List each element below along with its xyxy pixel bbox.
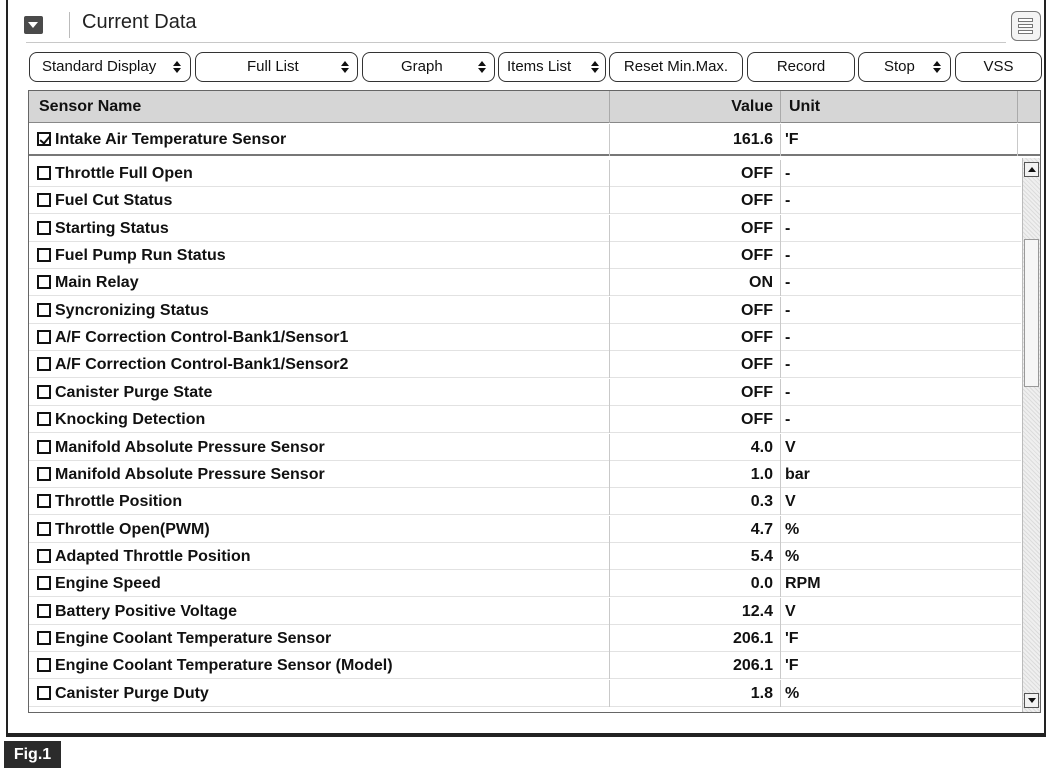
column-divider bbox=[609, 598, 610, 625]
sensor-name-cell bbox=[37, 215, 169, 242]
column-divider bbox=[780, 379, 781, 406]
checkbox-unchecked[interactable] bbox=[37, 385, 51, 399]
column-divider bbox=[780, 406, 781, 433]
checkbox-checked[interactable] bbox=[37, 132, 51, 146]
sensor-unit: V bbox=[785, 493, 796, 511]
column-divider bbox=[780, 516, 781, 543]
sensor-name: Main Relay bbox=[55, 274, 139, 292]
column-divider bbox=[780, 160, 781, 187]
column-divider bbox=[780, 680, 781, 707]
up-down-arrow-icon bbox=[933, 61, 941, 73]
column-divider bbox=[780, 324, 781, 351]
list-menu-icon[interactable] bbox=[1011, 11, 1041, 41]
sensor-name: Manifold Absolute Pressure Sensor bbox=[55, 438, 325, 456]
sensor-value: 4.7 bbox=[750, 520, 773, 538]
sensor-data-grid bbox=[28, 90, 1041, 713]
pinned-sensor-row[interactable] bbox=[29, 124, 1040, 156]
sensor-name-cell bbox=[37, 434, 325, 461]
sensor-value: 161.6 bbox=[732, 131, 773, 148]
column-divider bbox=[780, 625, 781, 652]
sensor-name-cell bbox=[37, 297, 209, 324]
record-button[interactable]: Record bbox=[747, 52, 855, 82]
sensor-name-cell bbox=[37, 269, 139, 296]
table-row[interactable] bbox=[29, 351, 1021, 378]
scroll-up-arrow-icon[interactable] bbox=[1024, 162, 1039, 177]
column-divider bbox=[780, 297, 781, 324]
table-row[interactable] bbox=[29, 598, 1021, 625]
table-row[interactable] bbox=[29, 379, 1021, 406]
title-underline bbox=[26, 42, 1006, 43]
table-row[interactable] bbox=[29, 406, 1021, 433]
checkbox-unchecked[interactable] bbox=[37, 221, 51, 235]
table-row[interactable] bbox=[29, 488, 1021, 515]
sensor-value: 0.0 bbox=[750, 575, 773, 593]
checkbox-unchecked[interactable] bbox=[37, 357, 51, 371]
sensor-unit: - bbox=[785, 192, 791, 210]
checkbox-unchecked[interactable] bbox=[37, 686, 51, 700]
sensor-unit: - bbox=[785, 274, 791, 292]
checkbox-unchecked[interactable] bbox=[37, 631, 51, 645]
sensor-name-cell bbox=[37, 598, 237, 625]
column-divider bbox=[780, 461, 781, 488]
sensor-value: 12.4 bbox=[741, 602, 773, 620]
sensor-unit: - bbox=[785, 329, 791, 347]
vss-button[interactable]: VSS bbox=[955, 52, 1042, 82]
sensor-name-cell bbox=[37, 680, 209, 707]
sensor-name: A/F Correction Control-Bank1/Sensor2 bbox=[55, 356, 349, 374]
sensor-unit: - bbox=[785, 356, 791, 374]
sensor-name: Intake Air Temperature Sensor bbox=[55, 131, 287, 148]
up-down-arrow-icon bbox=[478, 61, 486, 73]
table-row[interactable] bbox=[29, 434, 1021, 461]
column-divider bbox=[609, 324, 610, 351]
sensor-value: 206.1 bbox=[732, 629, 773, 647]
column-divider bbox=[780, 543, 781, 570]
checkbox-unchecked[interactable] bbox=[37, 549, 51, 563]
sensor-name: Starting Status bbox=[55, 219, 169, 237]
reset-minmax-button[interactable]: Reset Min.Max. bbox=[609, 52, 743, 82]
column-divider bbox=[609, 434, 610, 461]
title-divider bbox=[69, 12, 70, 38]
sensor-name: Battery Positive Voltage bbox=[55, 602, 237, 620]
table-row[interactable] bbox=[29, 324, 1021, 351]
sensor-name: Fuel Pump Run Status bbox=[55, 247, 226, 265]
column-divider bbox=[609, 351, 610, 378]
sensor-name-cell bbox=[37, 406, 205, 433]
items-list-dropdown[interactable] bbox=[498, 52, 606, 82]
column-divider bbox=[780, 652, 781, 679]
sensor-unit: 'F bbox=[785, 657, 799, 675]
checkbox-unchecked[interactable] bbox=[37, 467, 51, 481]
checkbox-unchecked[interactable] bbox=[37, 193, 51, 207]
sensor-value: OFF bbox=[741, 247, 773, 265]
sensor-unit: - bbox=[785, 165, 791, 182]
sensor-name-cell bbox=[37, 625, 331, 652]
vertical-scrollbar[interactable] bbox=[1022, 158, 1040, 712]
standard-display-label: Standard Display bbox=[42, 58, 157, 75]
sensor-unit: 'F bbox=[785, 131, 799, 148]
table-row[interactable] bbox=[29, 516, 1021, 543]
header-unit[interactable]: Unit bbox=[789, 98, 821, 115]
column-divider bbox=[609, 297, 610, 324]
sensor-name-cell bbox=[37, 516, 210, 543]
table-row[interactable] bbox=[29, 652, 1021, 679]
column-divider bbox=[609, 242, 610, 269]
sensor-name: Syncronizing Status bbox=[55, 301, 209, 319]
column-divider bbox=[780, 242, 781, 269]
column-divider bbox=[609, 215, 610, 242]
column-divider[interactable] bbox=[1017, 91, 1018, 123]
sensor-name: Fuel Cut Status bbox=[55, 192, 173, 210]
sensor-name: Engine Coolant Temperature Sensor (Model) bbox=[55, 657, 393, 675]
checkbox-unchecked[interactable] bbox=[37, 412, 51, 426]
sensor-value: OFF bbox=[741, 329, 773, 347]
column-divider bbox=[609, 461, 610, 488]
sensor-value: OFF bbox=[741, 219, 773, 237]
collapse-down-icon[interactable] bbox=[24, 16, 43, 34]
table-row[interactable] bbox=[29, 297, 1021, 324]
sensor-name: Canister Purge Duty bbox=[55, 684, 209, 702]
stop-label: Stop bbox=[884, 58, 915, 75]
column-divider bbox=[609, 543, 610, 570]
column-divider bbox=[780, 187, 781, 214]
standard-display-dropdown[interactable] bbox=[29, 52, 191, 82]
sensor-name: Knocking Detection bbox=[55, 411, 206, 429]
column-divider bbox=[609, 652, 610, 679]
table-row[interactable] bbox=[29, 187, 1021, 214]
checkbox-unchecked[interactable] bbox=[37, 604, 51, 618]
graph-label: Graph bbox=[401, 58, 443, 75]
graph-dropdown[interactable] bbox=[362, 52, 495, 82]
sensor-value: OFF bbox=[741, 192, 773, 210]
sensor-name: Throttle Position bbox=[55, 493, 183, 511]
sensor-unit: % bbox=[785, 547, 800, 565]
sensor-unit: - bbox=[785, 383, 791, 401]
checkbox-unchecked[interactable] bbox=[37, 658, 51, 672]
sensor-value: 0.3 bbox=[750, 493, 773, 511]
checkbox-unchecked[interactable] bbox=[37, 166, 51, 180]
sensor-name-cell bbox=[37, 488, 182, 515]
sensor-unit: % bbox=[785, 684, 800, 702]
sensor-unit: bar bbox=[785, 465, 810, 483]
column-divider bbox=[609, 124, 610, 156]
column-divider bbox=[609, 488, 610, 515]
sensor-name: Engine Speed bbox=[55, 575, 161, 593]
column-divider bbox=[1017, 124, 1018, 156]
column-divider bbox=[609, 160, 610, 187]
checkbox-unchecked[interactable] bbox=[37, 576, 51, 590]
column-divider bbox=[609, 625, 610, 652]
column-divider bbox=[780, 124, 781, 156]
column-divider bbox=[780, 488, 781, 515]
column-divider bbox=[780, 570, 781, 597]
table-row[interactable] bbox=[29, 269, 1021, 296]
header-sensor-name[interactable]: Sensor Name bbox=[39, 98, 142, 115]
sensor-value: OFF bbox=[741, 383, 773, 401]
column-divider bbox=[609, 379, 610, 406]
sensor-name-cell bbox=[37, 351, 348, 378]
stop-dropdown[interactable] bbox=[858, 52, 951, 82]
sensor-name-cell bbox=[37, 324, 348, 351]
sensor-unit: - bbox=[785, 247, 791, 265]
panel-title: Current Data bbox=[82, 11, 197, 33]
pinned-sensor-name-cell bbox=[37, 124, 286, 156]
sensor-value: OFF bbox=[741, 356, 773, 374]
checkbox-unchecked[interactable] bbox=[37, 440, 51, 454]
sensor-value: 1.8 bbox=[750, 684, 773, 702]
table-row[interactable] bbox=[29, 215, 1021, 242]
scroll-thumb[interactable] bbox=[1024, 239, 1039, 387]
sensor-name-cell bbox=[37, 160, 193, 187]
column-divider bbox=[780, 269, 781, 296]
sensor-value: 1.0 bbox=[750, 465, 773, 483]
checkbox-unchecked[interactable] bbox=[37, 330, 51, 344]
header-value[interactable]: Value bbox=[731, 98, 773, 115]
table-row[interactable] bbox=[29, 625, 1021, 652]
figure-label: Fig.1 bbox=[4, 741, 61, 768]
full-list-dropdown[interactable] bbox=[195, 52, 358, 82]
up-down-arrow-icon bbox=[591, 61, 599, 73]
column-divider bbox=[609, 187, 610, 214]
full-list-label: Full List bbox=[247, 58, 299, 75]
sensor-value: OFF bbox=[741, 301, 773, 319]
sensor-unit: % bbox=[785, 520, 800, 538]
table-row[interactable] bbox=[29, 543, 1021, 570]
checkbox-unchecked[interactable] bbox=[37, 494, 51, 508]
sensor-value: 206.1 bbox=[732, 657, 773, 675]
column-divider bbox=[609, 406, 610, 433]
items-list-label: Items List bbox=[507, 58, 572, 75]
scroll-down-arrow-icon[interactable] bbox=[1024, 693, 1039, 708]
table-row[interactable] bbox=[29, 242, 1021, 269]
sensor-name: Throttle Open(PWM) bbox=[55, 520, 210, 538]
column-divider bbox=[609, 269, 610, 296]
sensor-value: OFF bbox=[741, 411, 773, 429]
column-divider bbox=[609, 570, 610, 597]
sensor-name-cell bbox=[37, 379, 212, 406]
sensor-name: A/F Correction Control-Bank1/Sensor1 bbox=[55, 329, 349, 347]
table-row[interactable] bbox=[29, 680, 1021, 707]
checkbox-unchecked[interactable] bbox=[37, 522, 51, 536]
grid-header bbox=[29, 91, 1040, 123]
checkbox-unchecked[interactable] bbox=[37, 248, 51, 262]
column-divider[interactable] bbox=[780, 91, 781, 123]
table-row[interactable] bbox=[29, 160, 1021, 187]
sensor-value: 4.0 bbox=[750, 438, 773, 456]
up-down-arrow-icon bbox=[173, 61, 181, 73]
sensor-value: 5.4 bbox=[750, 547, 773, 565]
column-divider bbox=[780, 351, 781, 378]
table-row[interactable] bbox=[29, 461, 1021, 488]
sensor-unit: V bbox=[785, 602, 796, 620]
sensor-unit: V bbox=[785, 438, 796, 456]
sensor-name-cell bbox=[37, 570, 161, 597]
sensor-name-cell bbox=[37, 543, 251, 570]
sensor-name: Adapted Throttle Position bbox=[55, 547, 251, 565]
sensor-unit: 'F bbox=[785, 629, 799, 647]
sensor-name: Manifold Absolute Pressure Sensor bbox=[55, 465, 325, 483]
sensor-unit: - bbox=[785, 219, 791, 237]
sensor-unit: - bbox=[785, 301, 791, 319]
checkbox-unchecked[interactable] bbox=[37, 303, 51, 317]
column-divider bbox=[609, 680, 610, 707]
sensor-name: Throttle Full Open bbox=[55, 165, 193, 182]
column-divider bbox=[780, 215, 781, 242]
sensor-name-cell bbox=[37, 652, 393, 679]
sensor-name-cell bbox=[37, 187, 172, 214]
sensor-name-cell bbox=[37, 242, 226, 269]
column-divider bbox=[780, 434, 781, 461]
sensor-name-cell bbox=[37, 461, 325, 488]
column-divider bbox=[780, 598, 781, 625]
sensor-value: OFF bbox=[741, 165, 773, 182]
checkbox-unchecked[interactable] bbox=[37, 275, 51, 289]
sensor-value: ON bbox=[749, 274, 773, 292]
table-row[interactable] bbox=[29, 570, 1021, 597]
up-down-arrow-icon bbox=[341, 61, 349, 73]
sensor-unit: RPM bbox=[785, 575, 821, 593]
sensor-name: Canister Purge State bbox=[55, 383, 213, 401]
column-divider bbox=[609, 516, 610, 543]
sensor-name: Engine Coolant Temperature Sensor bbox=[55, 629, 332, 647]
sensor-unit: - bbox=[785, 411, 791, 429]
